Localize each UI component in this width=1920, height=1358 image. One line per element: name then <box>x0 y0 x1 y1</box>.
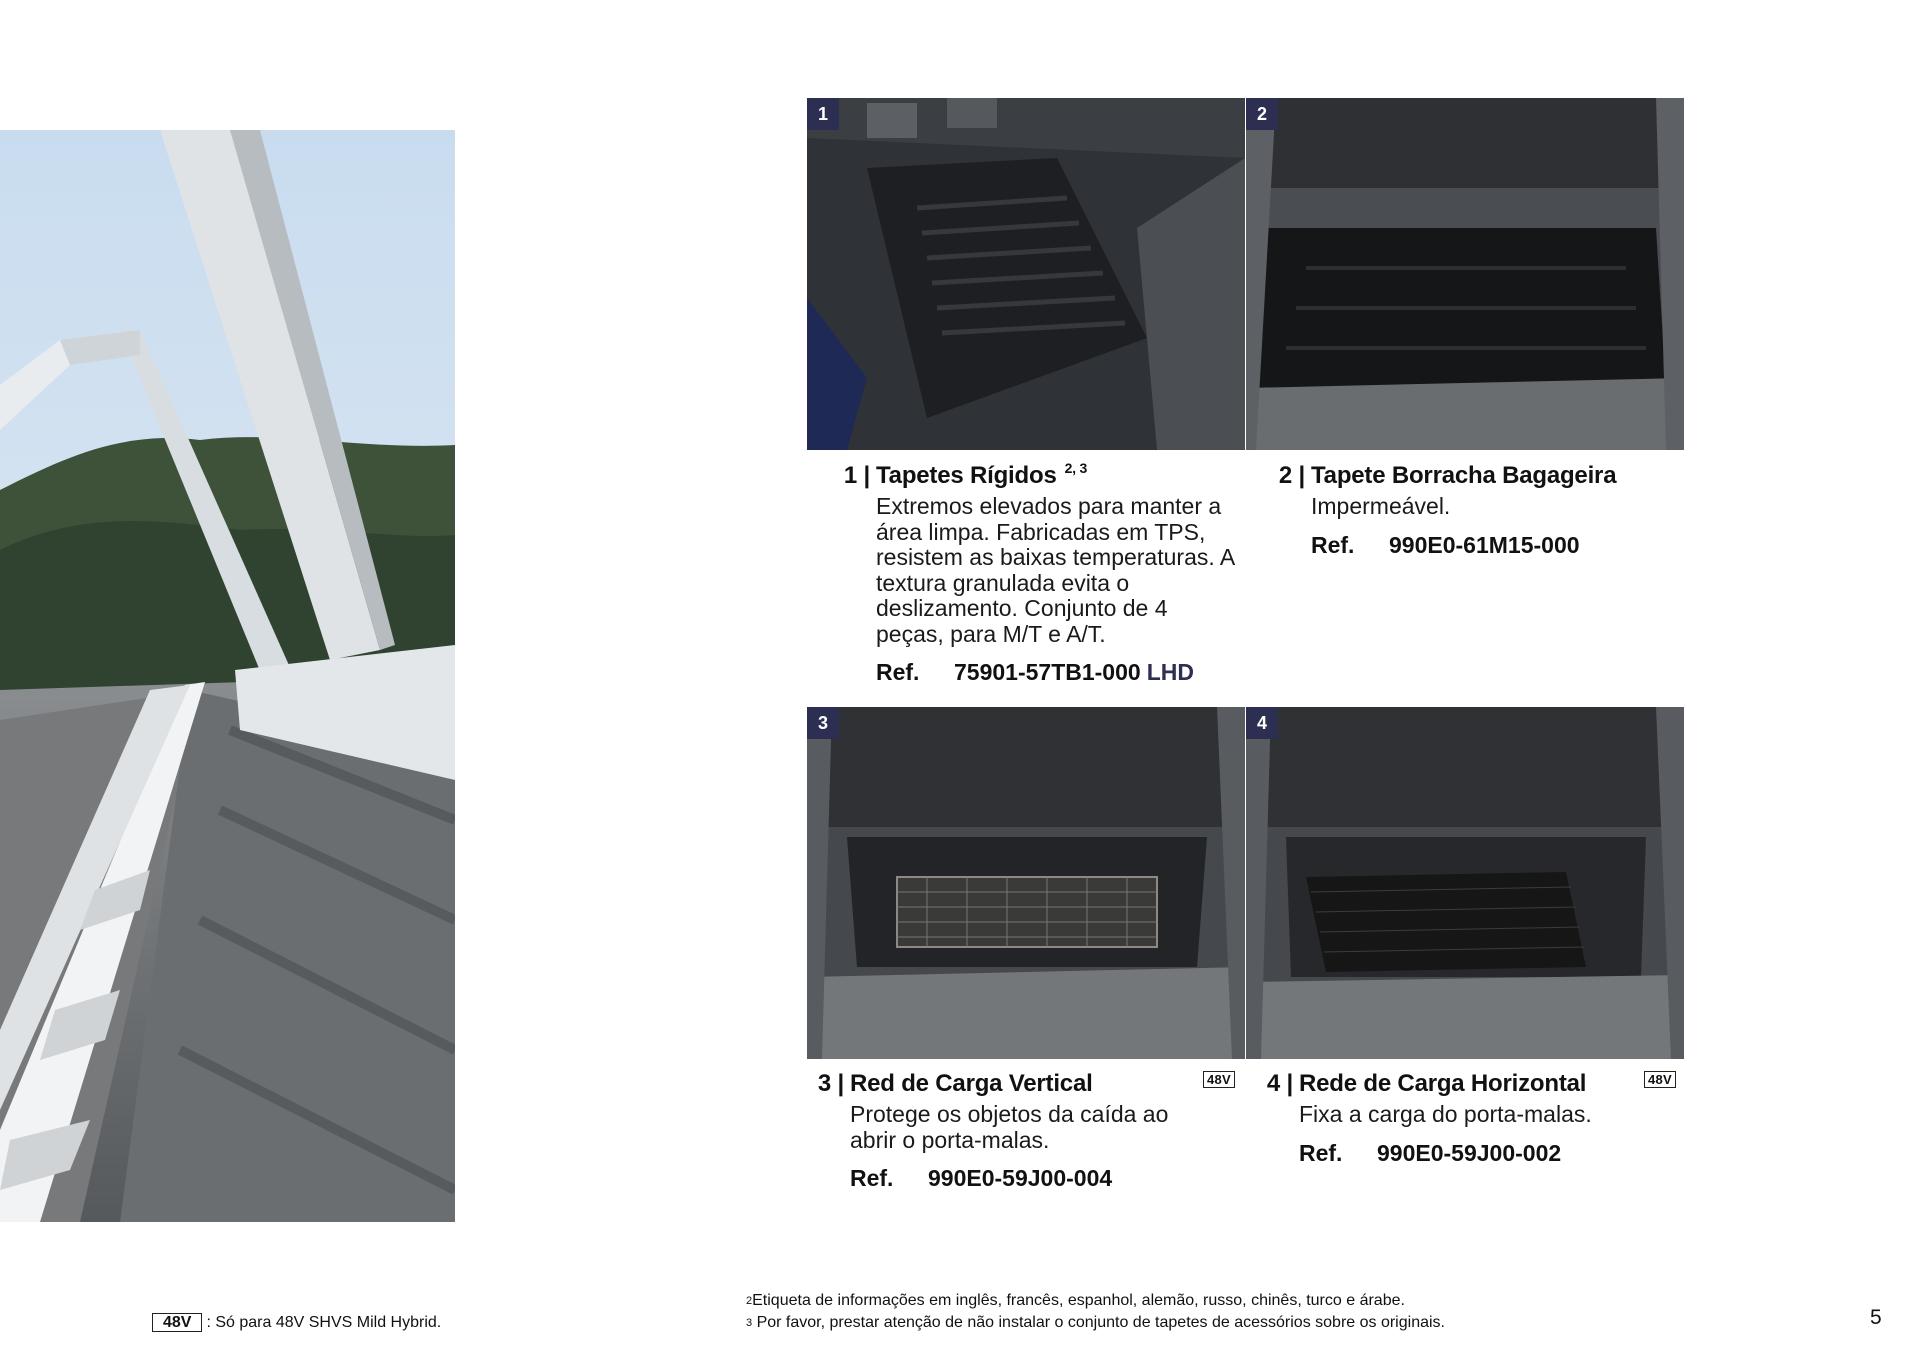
ref-label: Ref. <box>850 1165 894 1191</box>
48v-legend <box>152 1313 441 1332</box>
product-title: Tapetes Rígidos <box>876 462 1057 489</box>
footnote-marks: 2, 3 <box>1064 460 1088 476</box>
footnote-mark: 3 <box>746 1317 753 1329</box>
product-badge: 2 <box>1246 98 1278 130</box>
footnote <box>746 1290 1445 1312</box>
product-description: Extremos elevados para manter a área limpa. Fabricadas em TPS, resistem as baixas temperaturas. A textura granulada evita o deslizamento. Conjunto de 4 peças, para M/T e A/T. <box>876 493 1234 647</box>
product-badge: 4 <box>1246 707 1278 739</box>
product-image-horizontal-net <box>1246 707 1684 1059</box>
product-3-block <box>817 1070 1230 1192</box>
product-description: Impermeável. <box>1311 493 1451 519</box>
product-title: Red de Carga Vertical <box>850 1070 1093 1097</box>
product-title: Tapete Borracha Bagageira <box>1311 462 1617 489</box>
product-4-block <box>1266 1070 1669 1167</box>
footnotes <box>746 1290 1445 1334</box>
product-number: 2 | <box>1278 462 1305 489</box>
product-badge: 1 <box>807 98 839 130</box>
ref-code: 990E0-61M15-000 <box>1389 531 1580 558</box>
product-description: Protege os objetos da caída ao abrir o porta-malas. <box>850 1101 1169 1153</box>
footnote-mark: 2 <box>746 1295 753 1307</box>
product-reference <box>1299 1140 1669 1167</box>
48v-tag: 48V <box>1203 1071 1235 1088</box>
product-1-block <box>843 460 1246 686</box>
bridge-photo <box>0 130 455 1222</box>
product-number: 1 | <box>843 462 870 489</box>
product-image-trunk-mat <box>1246 98 1684 450</box>
product-3-title-row <box>817 1070 1230 1098</box>
48v-tag: 48V <box>1644 1071 1676 1088</box>
product-image-vertical-net <box>807 707 1245 1059</box>
product-1-title-row <box>843 460 1246 490</box>
ref-label: Ref. <box>876 659 920 685</box>
ref-label: Ref. <box>1299 1139 1343 1166</box>
product-4-title-row <box>1266 1070 1669 1098</box>
48v-legend-text: : Só para 48V SHVS Mild Hybrid. <box>206 1314 442 1331</box>
product-description: Fixa a carga do porta-malas. <box>1299 1101 1592 1127</box>
ref-suffix: LHD <box>1146 659 1194 685</box>
ref-code: 990E0-59J00-002 <box>1377 1139 1562 1166</box>
product-title: Rede de Carga Horizontal <box>1299 1070 1587 1097</box>
product-reference <box>876 659 1246 686</box>
48v-legend-box: 48V <box>152 1313 202 1332</box>
product-2-title-row <box>1278 462 1671 490</box>
ref-code: 990E0-59J00-004 <box>928 1165 1113 1191</box>
ref-code: 75901-57TB1-000 <box>954 659 1141 685</box>
footnote-text: Etiqueta de informações em inglês, francês, espanhol, alemão, russo, chinês, turco e árabe. <box>752 1292 1405 1309</box>
product-reference <box>1311 532 1671 559</box>
product-number: 3 | <box>817 1070 844 1097</box>
product-reference <box>850 1165 1230 1192</box>
product-number: 4 | <box>1266 1070 1293 1097</box>
footnote <box>746 1312 1445 1334</box>
product-badge: 3 <box>807 707 839 739</box>
product-2-block <box>1278 462 1671 559</box>
ref-label: Ref. <box>1311 531 1355 558</box>
page-number: 5 <box>1870 1306 1882 1329</box>
product-image-floor-mat <box>807 98 1245 450</box>
footnote-text: Por favor, prestar atenção de não instalar o conjunto de tapetes de acessórios sobre os originais. <box>752 1314 1445 1331</box>
